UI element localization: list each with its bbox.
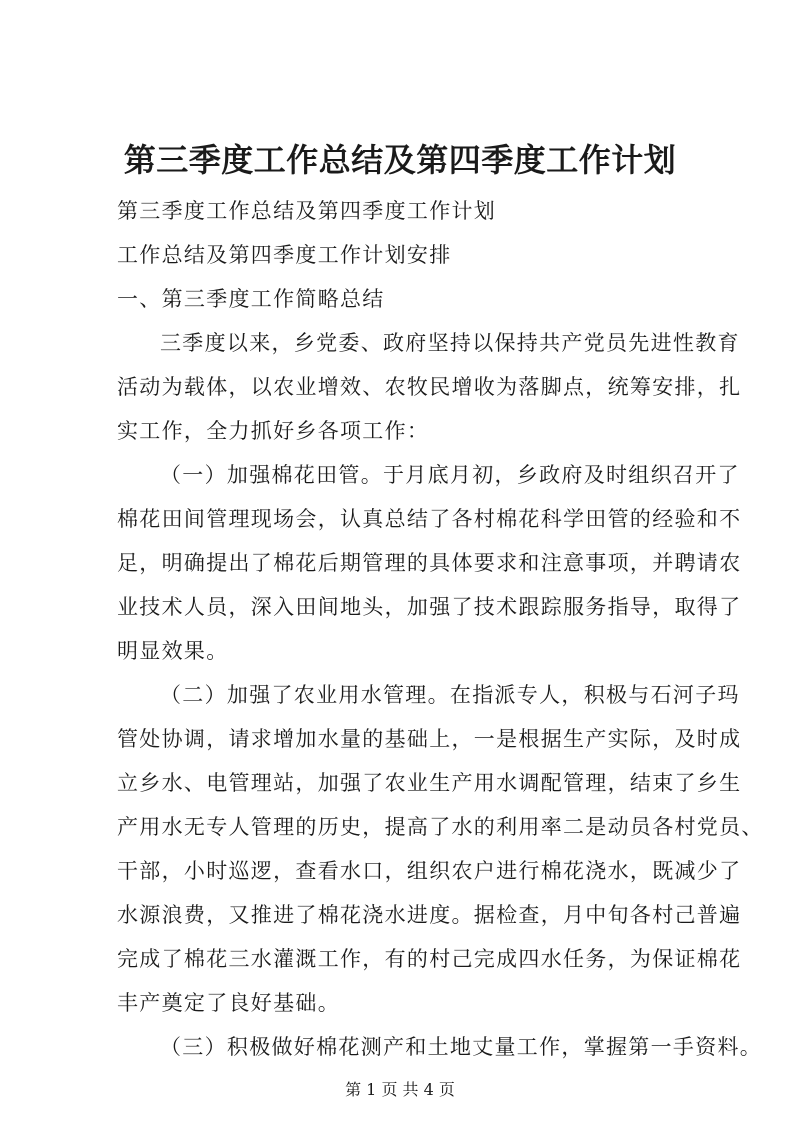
- paragraph-line: 水源浪费，又推进了棉花浇水进度。据检查，月中旬各村己普遍: [117, 903, 742, 927]
- text-line: 工作总结及第四季度工作计划安排: [117, 243, 452, 267]
- paragraph-line: 干部，小时巡逻，查看水口，组织农户进行棉花浇水，既减少了: [117, 859, 742, 883]
- paragraph-line: 丰产奠定了良好基础。: [117, 991, 340, 1015]
- paragraph-line: （二）加强了农业用水管理。在指派专人，积极与石河子玛: [160, 683, 740, 707]
- paragraph-line: 产用水无专人管理的历史，提高了水的利用率二是动员各村党员、: [117, 815, 764, 839]
- paragraph-line: 管处协调，请求增加水量的基础上，一是根据生产实际，及时成: [117, 727, 742, 751]
- paragraph-line: 明显效果。: [117, 639, 229, 663]
- section-heading: 一、第三季度工作简略总结: [117, 287, 385, 311]
- paragraph-line: 业技术人员，深入田间地头，加强了技术跟踪服务指导，取得了: [117, 595, 742, 619]
- paragraph-line: 足，明确提出了棉花后期管理的具体要求和注意事项，并聘请农: [117, 551, 742, 575]
- paragraph-line: （一）加强棉花田管。于月底月初，乡政府及时组织召开了: [160, 463, 740, 487]
- paragraph-line: 三季度以来，乡党委、政府坚持以保持共产党员先进性教育: [160, 331, 740, 355]
- paragraph-line: 实工作，全力抓好乡各项工作：: [117, 419, 430, 443]
- paragraph-line: 活动为载体，以农业增效、农牧民增收为落脚点，统筹安排，扎: [117, 375, 742, 399]
- paragraph-line: （三）积极做好棉花测产和土地丈量工作，掌握第一手资料。: [160, 1035, 763, 1059]
- paragraph-line: 完成了棉花三水灌溉工作，有的村己完成四水任务，为保证棉花: [117, 947, 742, 971]
- subtitle-line: 第三季度工作总结及第四季度工作计划: [117, 199, 497, 223]
- paragraph-line: 棉花田间管理现场会，认真总结了各村棉花科学田管的经验和不: [117, 507, 742, 531]
- page-title: 第三季度工作总结及第四季度工作计划: [123, 141, 677, 179]
- page-number: 第 1 页 共 4 页: [345, 1080, 455, 1099]
- paragraph-line: 立乡水、电管理站，加强了农业生产用水调配管理，结束了乡生: [117, 771, 742, 795]
